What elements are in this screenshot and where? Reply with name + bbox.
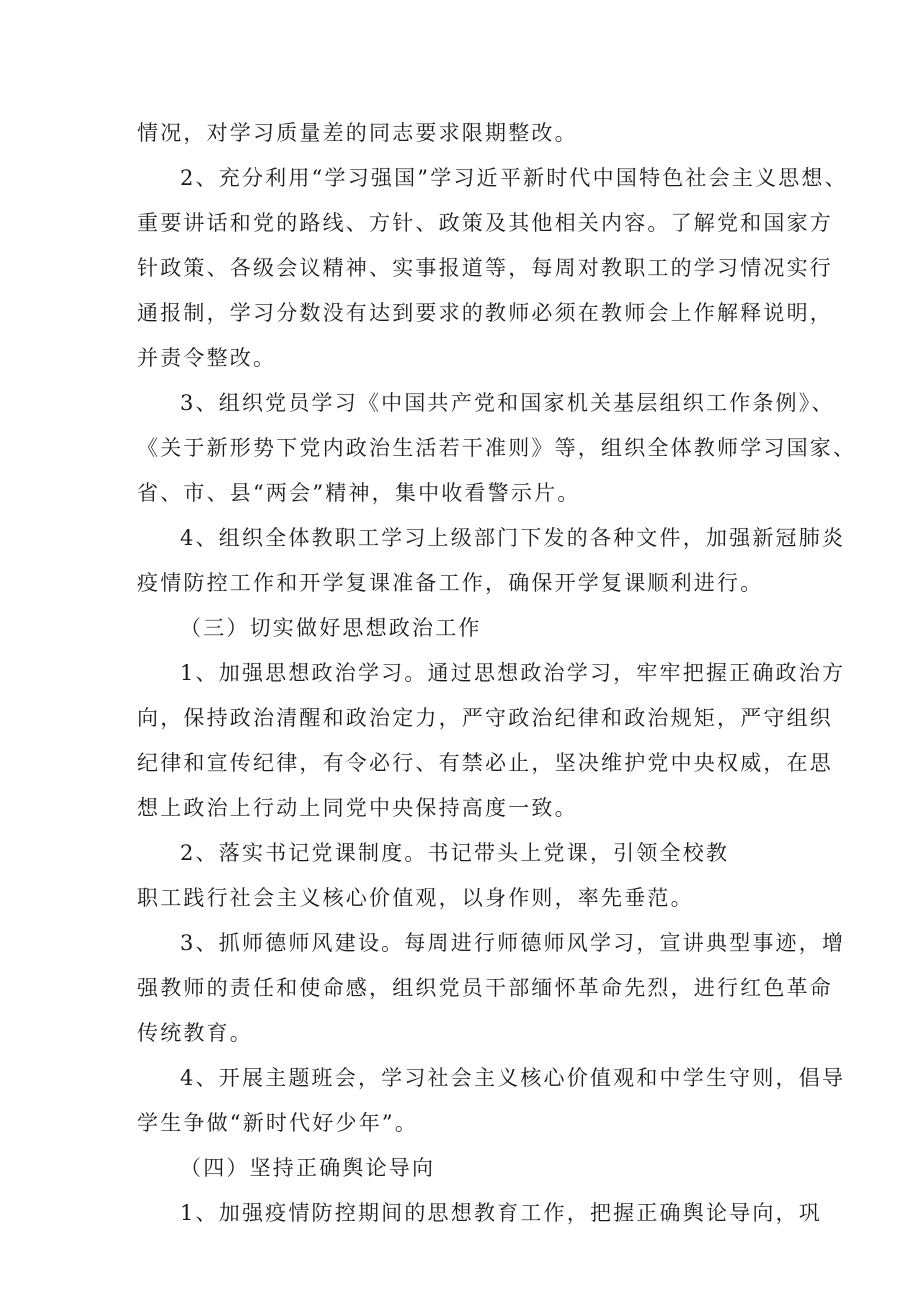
body-text-line: 学生争做“新时代好少年”。 xyxy=(137,1111,419,1135)
body-text-line: 向，保持政治清醒和政治定力，严守政治纪律和政治规矩，严守组织 xyxy=(137,706,833,730)
paragraph-4-start: 4、开展主题班会，学习社会主义核心价值观和中学生守则，倡导 xyxy=(180,1066,846,1090)
body-text-line: 职工践行社会主义核心价值观，以身作则，率先垂范。 xyxy=(137,886,694,910)
body-text-line: 疫情防控工作和开学复课准备工作，确保开学复课顺利进行。 xyxy=(137,571,764,595)
section-heading-3: （三）切实做好思想政治工作 xyxy=(180,616,482,640)
body-text-line: 纪律和宣传纪律，有令必行、有禁必止，坚决维护党中央权威，在思 xyxy=(137,751,833,775)
section-heading-4: （四）坚持正确舆论导向 xyxy=(180,1156,436,1180)
paragraph-1-start: 1、加强思想政治学习。通过思想政治学习，牢牢把握正确政治方 xyxy=(180,661,846,685)
body-text-line: 针政策、各级会议精神、实事报道等，每周对教职工的学习情况实行 xyxy=(137,256,833,280)
paragraph-3-start: 3、抓师德师风建设。每周进行师德师风学习，宣讲典型事迹，增 xyxy=(180,931,846,955)
body-text-line: 传统教育。 xyxy=(137,1021,253,1045)
paragraph-3-start: 3、组织党员学习《中国共产党和国家机关基层组织工作条例》、 xyxy=(180,391,835,415)
body-text-line: 想上政治上行动上同党中央保持高度一致。 xyxy=(137,796,578,820)
body-text-line: 通报制，学习分数没有达到要求的教师必须在教师会上作解释说明， xyxy=(137,301,833,325)
body-text-line: 省、市、县“两会”精神，集中收看警示片。 xyxy=(137,481,581,505)
body-text-line: 强教师的责任和使命感，组织党员干部缅怀革命先烈，进行红色革命 xyxy=(137,976,833,1000)
paragraph-2-start: 2、落实书记党课制度。书记带头上党课，引领全校教 xyxy=(180,841,730,865)
body-text-line: 情况，对学习质量差的同志要求限期整改。 xyxy=(137,121,578,145)
paragraph-4-start: 4、组织全体教职工学习上级部门下发的各种文件，加强新冠肺炎 xyxy=(180,526,846,550)
paragraph-2-start: 2、充分利用“学习强国”学习近平新时代中国特色社会主义思想、 xyxy=(180,166,848,190)
body-text-line: 重要讲话和党的路线、方针、政策及其他相关内容。了解党和国家方 xyxy=(137,211,833,235)
body-text-line: 并责令整改。 xyxy=(137,346,277,370)
paragraph-1-start: 1、加强疫情防控期间的思想教育工作，把握正确舆论导向，巩 xyxy=(180,1201,822,1225)
body-text-line: 《关于新形势下党内政治生活若干准则》等，组织全体教师学习国家、 xyxy=(137,436,857,460)
